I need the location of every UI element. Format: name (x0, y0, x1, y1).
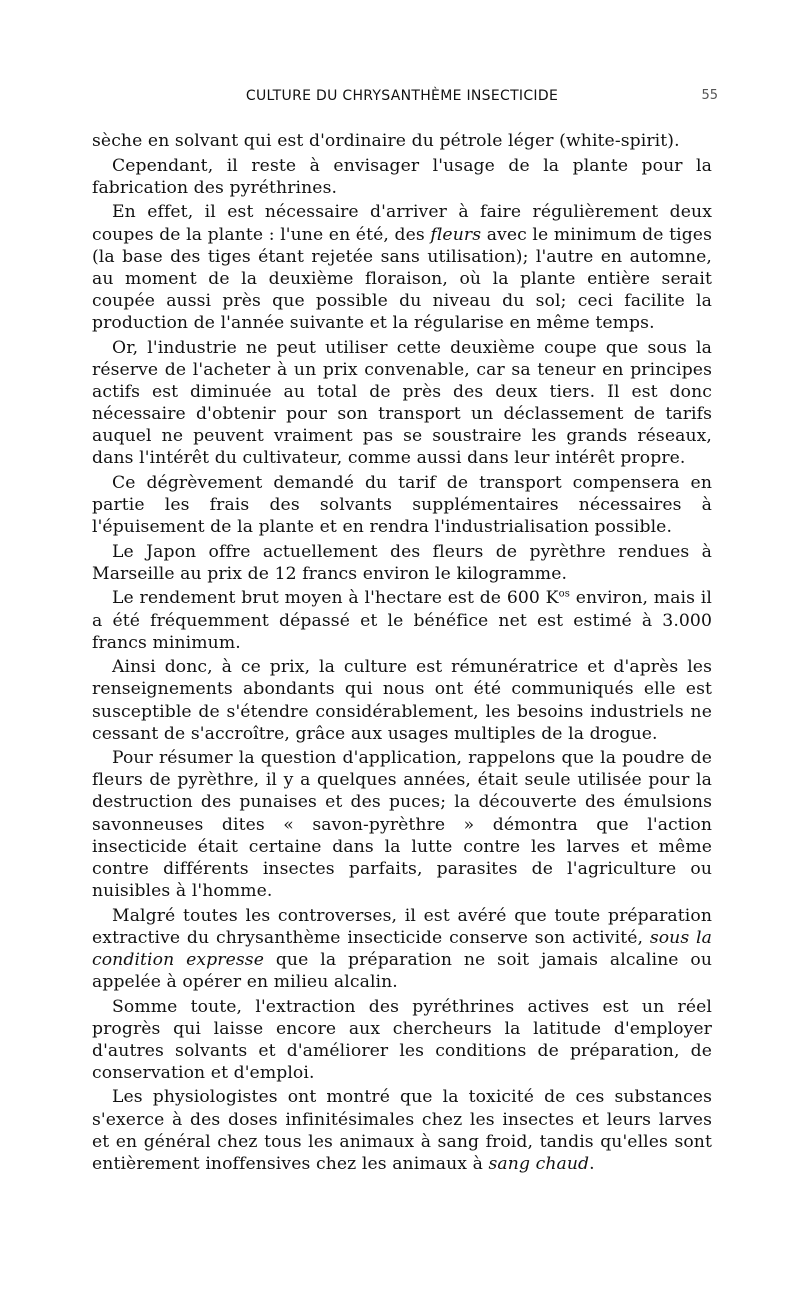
paragraph-2: Cependant, il reste à envisager l'usage de la plante pour la fabrication des pyréthrines. (92, 155, 712, 198)
paragraph-7-text-b: environ, mais il a été fréquemment dépassé et le bénéfice net est estimé à 3.000 francs minimum. (92, 588, 712, 653)
paragraph-10-emphasis: sous la condition expresse (92, 927, 712, 970)
paragraph-7 (92, 587, 712, 653)
book-page (92, 88, 718, 1175)
paragraph-9: Pour résumer la question d'application, rappelons que la poudre de fleurs de pyrèthre, il y a quelques années, était seule utilisée pour la destruction des punaises et des puces; la découverte des émulsions savonneuses dites « savon-pyrèthre » démontra que l'action insecticide était certaine dans la lutte contre les larves et même contre différents insectes parfaits, parasites de l'agriculture ou nuisibles à l'homme. (92, 748, 712, 901)
paragraph-7-superscript: os (558, 588, 570, 600)
paragraph-10-text-b: que la préparation ne soit jamais alcaline ou appelée à opérer en milieu alcalin. (92, 949, 712, 992)
paragraph-3-text-b: avec le minimum de tiges (la base des tiges étant rejetée sans utilisation); l'autre en automne, au moment de la deuxième floraison, où la plante entière serait coupée aussi près que possible du niveau du sol; ceci facilite la production de l'année suivante et la régularise en même temps. (92, 224, 713, 333)
paragraph-10 (92, 905, 712, 993)
paragraph-10-text-a: Malgré toutes les controverses, il est avéré que toute préparation extractive du chrysanthème insecticide conserve son activité, (92, 905, 712, 948)
paragraph-6: Le Japon offre actuellement des fleurs de pyrèthre rendues à Marseille au prix de 12 francs environ le kilogramme. (92, 541, 712, 584)
paragraph-4: Or, l'industrie ne peut utiliser cette deuxième coupe que sous la réserve de l'acheter à un prix convenable, car sa teneur en principes actifs est diminuée au total de près des deux tiers. Il est donc nécessaire d'obtenir pour son transport un déclassement de tarifs auquel ne peuvent vraiment pas se soustraire les grands réseaux, dans l'intérêt du cultivateur, comme aussi dans leur intérêt propre. (92, 337, 712, 469)
running-head (92, 88, 718, 110)
page-number: 55 (701, 88, 718, 103)
paragraph-3-text-a: En effet, il est nécessaire d'arriver à faire régulièrement deux coupes de la plante : l'une en été, des (92, 202, 712, 245)
paragraph-12-text-a: Les physiologistes ont montré que la toxicité de ces substances s'exerce à des doses infinitésimales chez les insectes et leurs larves et en général chez tous les animaux à sang froid, tandis qu'elles sont entièrement inoffensives chez les animaux à (92, 1087, 712, 1174)
paragraph-5: Ce dégrèvement demandé du tarif de transport compensera en partie les frais des solvants supplémentaires nécessaires à l'épuisement de la plante et en rendra l'industrialisation possible. (92, 472, 712, 537)
paragraph-3-emphasis: fleurs (430, 224, 482, 245)
paragraph-8: Ainsi donc, à ce prix, la culture est rémunératrice et d'après les renseignements abondants qui nous ont été communiqués elle est susceptible de s'étendre considérablement, les besoins industriels ne cessant de s'accroître, grâce aux usages multiples de la drogue. (92, 657, 712, 744)
paragraph-12-text-b: . (589, 1153, 595, 1174)
paragraph-3 (92, 201, 712, 334)
paragraph-12 (92, 1086, 712, 1174)
paragraph-7-text-a: Le rendement brut moyen à l'hectare est de 600 K (112, 588, 559, 609)
paragraph-12-emphasis: sang chaud (488, 1153, 590, 1174)
body-text (92, 130, 712, 1175)
paragraph-11: Somme toute, l'extraction des pyréthrines actives est un réel progrès qui laisse encore aux chercheurs la latitude d'employer d'autres solvants et d'améliorer les conditions de préparation, de conservation et d'emploi. (92, 996, 712, 1083)
paragraph-1: sèche en solvant qui est d'ordinaire du pétrole léger (white-spirit). (92, 131, 680, 151)
running-title: CULTURE DU CHRYSANTHÈME INSECTICIDE (245, 88, 559, 104)
